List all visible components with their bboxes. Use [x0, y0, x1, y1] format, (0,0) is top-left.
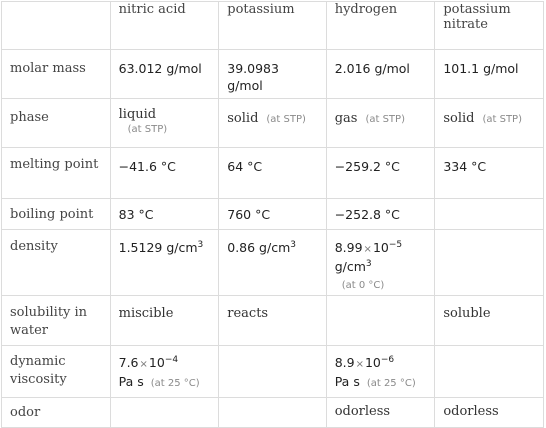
header-row	[2, 2, 544, 50]
phase-note: (at STP)	[127, 124, 168, 135]
phase-value: gas	[334, 111, 358, 126]
row-label-boiling-point: boiling point	[2, 199, 111, 230]
cell-density-nitric-acid	[110, 230, 219, 296]
row-label-phase: phase	[2, 99, 111, 148]
cell-solubility-nitric-acid: miscible	[110, 296, 219, 346]
row-label-solubility: solubility in water	[2, 296, 111, 346]
cell-solubility-potassium-nitrate: soluble	[435, 296, 544, 346]
cell-molar-mass-potassium-nitrate: 101.1 g/mol	[435, 50, 544, 99]
cell-viscosity-hydrogen	[326, 346, 435, 398]
viscosity-note: (at 25 °C)	[150, 378, 200, 389]
times-sign: ×	[355, 359, 364, 370]
row-viscosity	[2, 346, 544, 398]
row-label-melting-point: melting point	[2, 148, 111, 199]
viscosity-note: (at 25 °C)	[366, 378, 416, 389]
density-note: (at 0 °C)	[341, 280, 385, 291]
cell-odor-potassium-nitrate: odorless	[435, 398, 544, 428]
row-molar-mass	[2, 50, 544, 99]
row-melting-point	[2, 148, 544, 199]
density-unit	[335, 258, 427, 275]
cell-density-potassium-nitrate	[435, 230, 544, 296]
row-phase	[2, 99, 544, 148]
cell-molar-mass-nitric-acid: 63.012 g/mol	[110, 50, 219, 99]
row-label-density: density	[2, 230, 111, 296]
unit: Pa s	[118, 374, 144, 389]
density-exponent: 3	[290, 240, 296, 250]
phase-value: solid	[227, 111, 259, 126]
cell-boiling-point-potassium: 760 °C	[219, 199, 326, 230]
base: 10	[372, 240, 389, 255]
mantissa: 7.6	[118, 355, 139, 370]
cell-solubility-hydrogen	[326, 296, 435, 346]
cell-density-potassium	[219, 230, 326, 296]
row-odor	[2, 398, 544, 428]
cell-viscosity-potassium	[219, 346, 326, 398]
cell-boiling-point-nitric-acid: 83 °C	[110, 199, 219, 230]
cell-phase-hydrogen	[326, 99, 435, 148]
column-header-hydrogen: hydrogen	[326, 2, 435, 50]
viscosity-scientific	[119, 354, 211, 373]
row-boiling-point	[2, 199, 544, 230]
row-solubility	[2, 296, 544, 346]
density-value: 0.86 g/cm	[227, 240, 291, 255]
base: 10	[148, 355, 165, 370]
column-header-potassium-nitrate: potassium nitrate	[435, 2, 544, 50]
row-label-molar-mass: molar mass	[2, 50, 111, 99]
unit: Pa s	[334, 374, 360, 389]
cell-melting-point-potassium: 64 °C	[219, 148, 326, 199]
corner-cell	[2, 2, 111, 50]
base: 10	[364, 355, 381, 370]
cell-viscosity-nitric-acid	[110, 346, 219, 398]
phase-value: solid	[443, 111, 475, 126]
row-label-viscosity: dynamic viscosity	[2, 346, 111, 398]
cell-phase-nitric-acid	[110, 99, 219, 148]
phase-note: (at STP)	[365, 114, 405, 125]
cell-odor-nitric-acid	[110, 398, 219, 428]
cell-odor-potassium	[219, 398, 326, 428]
unit-exponent: 3	[365, 259, 372, 269]
phase-value: liquid	[118, 107, 157, 122]
unit: g/cm	[334, 259, 366, 274]
cell-melting-point-nitric-acid: −41.6 °C	[110, 148, 219, 199]
cell-melting-point-hydrogen: −259.2 °C	[326, 148, 435, 199]
viscosity-scientific	[335, 354, 427, 373]
exponent: −4	[164, 355, 179, 365]
cell-density-hydrogen	[326, 230, 435, 296]
cell-odor-hydrogen: odorless	[326, 398, 435, 428]
cell-viscosity-potassium-nitrate	[435, 346, 544, 398]
cell-solubility-potassium: reacts	[219, 296, 326, 346]
row-label-odor: odor	[2, 398, 111, 428]
viscosity-unit-line	[335, 373, 427, 392]
column-header-nitric-acid: nitric acid	[110, 2, 219, 50]
row-density	[2, 230, 544, 296]
times-sign: ×	[139, 359, 148, 370]
phase-note: (at STP)	[482, 114, 522, 125]
properties-table	[1, 1, 544, 428]
density-exponent: 3	[197, 240, 204, 250]
cell-boiling-point-potassium-nitrate	[435, 199, 544, 230]
density-value: 1.5129 g/cm	[118, 240, 198, 255]
cell-boiling-point-hydrogen: −252.8 °C	[326, 199, 435, 230]
exponent: −5	[388, 240, 403, 250]
density-scientific	[335, 239, 427, 258]
cell-molar-mass-potassium: 39.0983 g/mol	[219, 50, 326, 99]
viscosity-unit-line	[119, 373, 211, 392]
cell-phase-potassium-nitrate	[435, 99, 544, 148]
mantissa: 8.99	[334, 240, 363, 255]
column-header-potassium: potassium	[219, 2, 326, 50]
cell-phase-potassium	[219, 99, 326, 148]
cell-melting-point-potassium-nitrate: 334 °C	[435, 148, 544, 199]
cell-molar-mass-hydrogen: 2.016 g/mol	[326, 50, 435, 99]
mantissa: 8.9	[334, 355, 355, 370]
times-sign: ×	[363, 244, 372, 255]
exponent: −6	[380, 355, 395, 365]
phase-note: (at STP)	[266, 114, 306, 125]
